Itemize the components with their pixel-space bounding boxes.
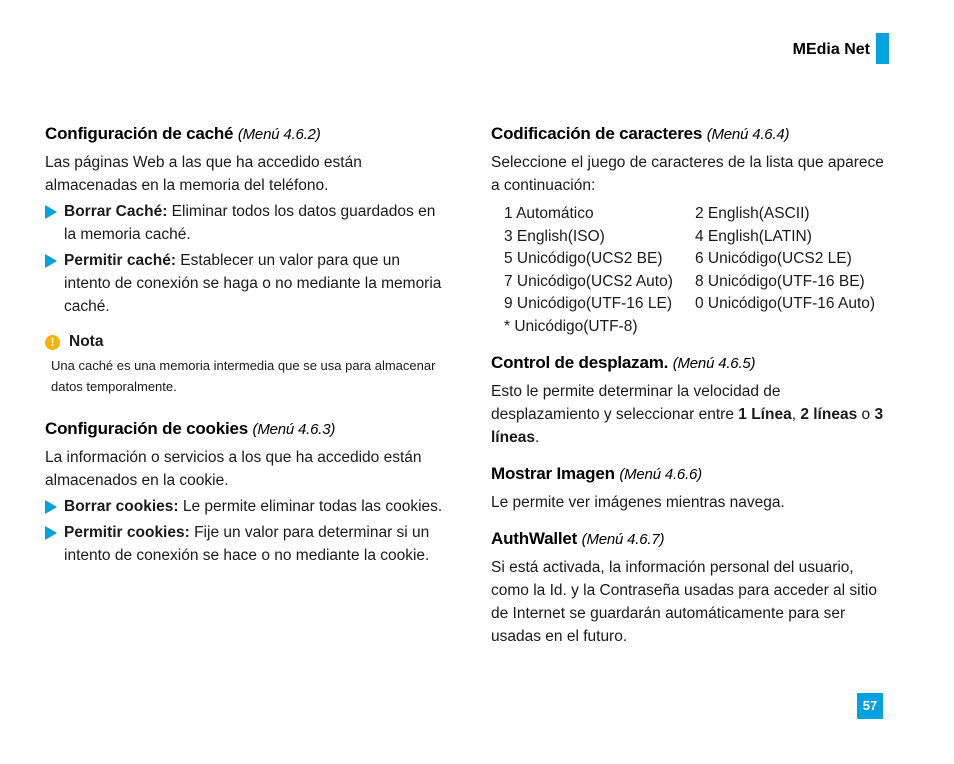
section-body: Si está activada, la información personal del usuario, como la Id. y la Contraseña usadas para acceder al sitio de Internet se guardarán automáticamente para ser usadas en el futuro. xyxy=(491,559,877,645)
section-title-image xyxy=(491,464,886,484)
section-image xyxy=(491,464,886,514)
charset-option: * Unicódigo(UTF-8) xyxy=(504,317,638,335)
option-3-lineas: 3 líneas xyxy=(491,406,884,446)
section-scroll xyxy=(491,353,886,449)
menu-path: (Menú 4.6.4) xyxy=(706,126,790,143)
header-title: MEdia Net xyxy=(792,41,870,58)
charset-option: 9 Unicódigo(UTF-16 LE) xyxy=(504,295,672,312)
charset-option: 4 English(LATIN) xyxy=(695,227,812,245)
bullet-borrar-cache xyxy=(45,200,445,246)
menu-path: (Menú 4.6.3) xyxy=(252,421,336,438)
note-title: Nota xyxy=(69,333,104,350)
bullet-label: Permitir caché: xyxy=(64,252,176,269)
bullet-label: Borrar Caché: xyxy=(64,203,168,220)
section-title-text: Configuración de caché xyxy=(45,124,234,143)
bullet-text: Eliminar todos los datos guardados en la memoria caché. xyxy=(64,203,436,243)
bullet-text: Establecer un valor para que un intento de conexión se haga o no mediante la memoria caché. xyxy=(64,252,442,315)
bullet-borrar-cookies xyxy=(45,495,445,518)
charset-option: 7 Unicódigo(UCS2 Auto) xyxy=(504,272,673,290)
bullet-label: Borrar cookies: xyxy=(64,498,179,515)
section-title-text: Control de desplazam. xyxy=(491,353,669,372)
period: . xyxy=(534,429,540,446)
section-body: Seleccione el juego de caracteres de la lista que aparece a continuación: xyxy=(491,154,884,194)
separator: o xyxy=(857,406,875,423)
section-title-text: Mostrar Imagen xyxy=(491,464,615,483)
section-title-authwallet xyxy=(491,529,886,549)
section-title-text: AuthWallet xyxy=(491,529,578,548)
section-cookies xyxy=(45,419,445,567)
triangle-bullet-icon xyxy=(45,205,57,219)
bullet-permitir-cache xyxy=(45,249,445,318)
charset-option: 3 English(ISO) xyxy=(504,227,605,245)
note-header xyxy=(45,333,445,351)
section-title-text: Codificación de caracteres xyxy=(491,124,703,143)
charset-option: 5 Unicódigo(UCS2 BE) xyxy=(504,250,663,267)
bullet-label: Permitir cookies: xyxy=(64,524,190,541)
bullet-text: Fije un valor para determinar si un intento de conexión se hace o no mediante la cookie. xyxy=(64,524,430,564)
option-1-linea: 1 Línea xyxy=(738,406,792,423)
warning-icon: ! xyxy=(45,335,60,350)
menu-path: (Menú 4.6.2) xyxy=(237,126,321,143)
section-title-encoding xyxy=(491,124,886,144)
header-accent-bar xyxy=(876,33,889,64)
charset-option: 6 Unicódigo(UCS2 LE) xyxy=(695,250,852,267)
section-body: La información o servicios a los que ha accedido están almacenados en la cookie. xyxy=(45,449,422,489)
option-2-lineas: 2 líneas xyxy=(800,406,858,423)
section-title-cache xyxy=(45,124,445,144)
menu-path: (Menú 4.6.5) xyxy=(672,355,756,372)
triangle-bullet-icon xyxy=(45,526,57,540)
charset-option: 1 Automático xyxy=(504,205,594,222)
left-column xyxy=(45,124,445,567)
section-title-text: Configuración de cookies xyxy=(45,419,249,438)
triangle-bullet-icon xyxy=(45,500,57,514)
section-title-scroll xyxy=(491,353,886,373)
section-encoding xyxy=(491,124,886,338)
note-box xyxy=(45,333,445,397)
section-body: Las páginas Web a las que ha accedido están almacenadas en la memoria del teléfono. xyxy=(45,154,362,194)
right-column xyxy=(491,124,886,648)
bullet-text: Le permite eliminar todas las cookies. xyxy=(178,498,443,515)
section-body xyxy=(491,380,886,449)
note-body: Una caché es una memoria intermedia que se usa para almacenar datos temporalmente. xyxy=(51,358,436,394)
charset-option: 8 Unicódigo(UTF-16 BE) xyxy=(695,272,865,290)
bullet-permitir-cookies xyxy=(45,521,445,567)
page-number: 57 xyxy=(857,693,883,719)
section-body: Le permite ver imágenes mientras navega. xyxy=(491,494,785,511)
body-text: Esto le permite determinar la velocidad de desplazamiento y seleccionar entre xyxy=(491,383,781,423)
charset-option: 0 Unicódigo(UTF-16 Auto) xyxy=(695,295,876,312)
separator: , xyxy=(791,406,801,423)
charset-option: 2 English(ASCII) xyxy=(695,205,810,222)
section-cache xyxy=(45,124,445,318)
triangle-bullet-icon xyxy=(45,254,57,268)
section-authwallet xyxy=(491,529,886,648)
menu-path: (Menú 4.6.7) xyxy=(581,531,665,548)
section-title-cookies xyxy=(45,419,445,439)
menu-path: (Menú 4.6.6) xyxy=(619,466,702,483)
charset-list xyxy=(504,203,886,338)
